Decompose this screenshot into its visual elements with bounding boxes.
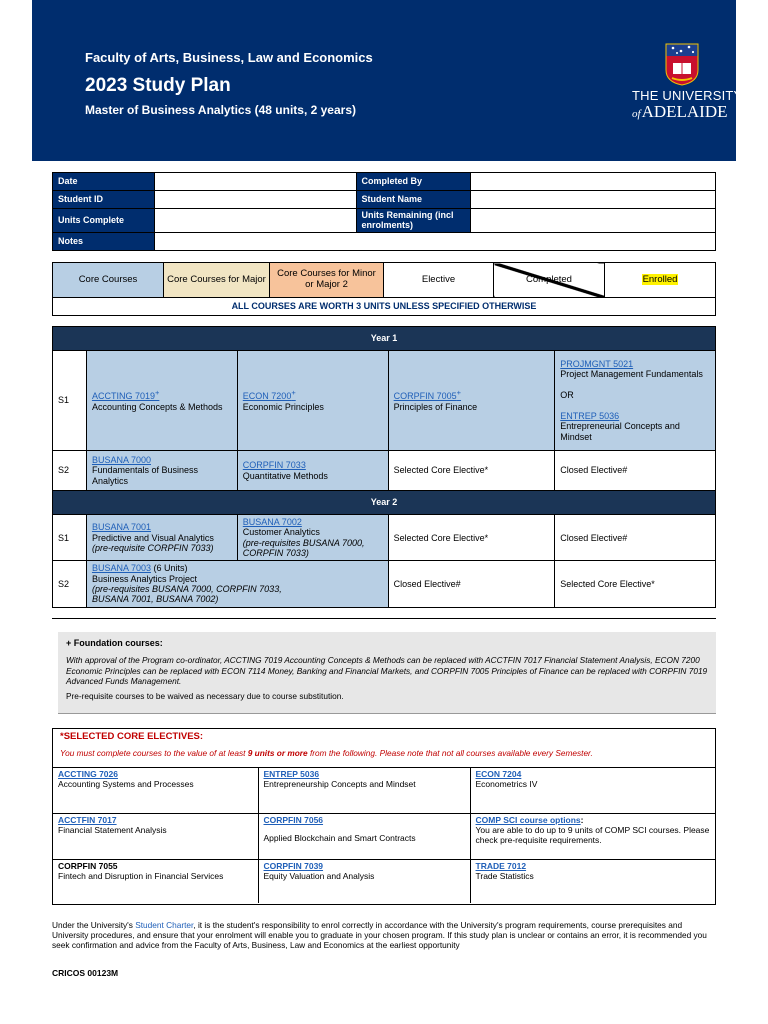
course-prerequisite: (pre-requisites BUSANA 7000, CORPFIN 7033) [242,537,365,559]
course-name: Equity Valuation and Analysis [263,870,375,881]
course-link-entrep-5036[interactable]: ENTREP 5036 [560,410,620,421]
course-cell [388,351,555,451]
student-id-field[interactable] [154,191,356,209]
course-link-projmgnt-5021[interactable]: PROJMGNT 5021 [560,359,634,370]
course-name: Applied Blockchain and Smart Contracts [263,832,416,843]
foundation-title: + Foundation courses: [66,638,163,648]
core-electives-box [52,728,716,905]
semester-label: S1 [53,515,87,561]
course-cell [237,351,388,451]
course-code: CORPFIN 7055 [58,861,118,871]
course-name: Fintech and Disruption in Financial Services [58,870,224,881]
course-link-econ-7204[interactable]: ECON 7204 [475,769,522,779]
course-name: Project Management Fundamentals [560,369,703,380]
legend-major: Core Courses for Major [164,263,270,298]
date-label: Date [53,173,155,191]
elective-cell: Selected Core Elective* [388,451,555,491]
course-link-accting-7026[interactable]: ACCTING 7026 [58,769,118,779]
completed-by-field[interactable] [471,173,716,191]
course-name: Trade Statistics [475,870,534,881]
comp-sci-options-link[interactable]: COMP SCI course options [475,815,581,825]
elective-cell: Closed Elective# [555,451,716,491]
semester-label: S1 [53,351,87,451]
elective-option: COMP SCI course options: You are able to do up to 9 units of COMP SCI courses. Please check pre-requisite requirements. [470,814,715,860]
crest-icon [664,42,700,86]
elective-cell: Closed Elective# [555,515,716,561]
or-text: OR [560,390,574,401]
elective-option [258,860,470,903]
foundation-note: Pre-requisite courses to be waived as necessary due to course substitution. [66,691,344,702]
notes-field[interactable] [154,232,715,250]
course-prerequisite: (pre-requisites BUSANA 7000, CORPFIN 7033, BUSANA 7001, BUSANA 7002) [91,584,282,605]
student-charter-link[interactable]: Student Charter [135,920,194,930]
course-name: Financial Statement Analysis [58,824,167,835]
course-cell [86,515,237,561]
course-link-busana-7001[interactable]: BUSANA 7001 [91,522,151,533]
elective-option [258,814,470,860]
units-note: ALL COURSES ARE WORTH 3 UNITS UNLESS SPECIFIED OTHERWISE [53,298,716,316]
elective-option [53,768,258,814]
elective-option [53,860,258,903]
course-prerequisite: (pre-requisite CORPFIN 7033) [91,542,214,553]
elective-option [53,814,258,860]
course-units: (6 Units) [151,563,188,574]
page-header [32,0,743,161]
legend-table [52,262,716,316]
course-link-busana-7003[interactable]: BUSANA 7003 [91,563,151,574]
units-remaining-field[interactable] [471,209,716,233]
elective-cell: Closed Elective# [388,561,555,607]
course-cell [237,451,388,491]
legend-minor: Core Courses for Minor or Major 2 [270,263,384,298]
course-link-busana-7000[interactable]: BUSANA 7000 [91,454,151,465]
student-id-label: Student ID [53,191,155,209]
table-row [53,768,715,814]
legend-enrolled [605,263,716,298]
course-name: You are able to do up to 9 units of COMP SCI courses. Please check pre-requisite requirements. [475,824,710,845]
course-name: Quantitative Methods [242,470,328,481]
course-name: Business Analytics Project [91,573,197,584]
course-name: Customer Analytics [242,527,320,538]
course-link-corpfin-7039[interactable]: CORPFIN 7039 [263,861,324,871]
year-1-heading: Year 1 [53,327,716,351]
legend-completed: Completed [494,263,605,298]
date-field[interactable] [154,173,356,191]
course-name: Economic Principles [242,401,324,412]
notes-label: Notes [53,232,155,250]
electives-title: *SELECTED CORE ELECTIVES: [60,731,204,742]
course-cell [237,515,388,561]
course-name: Predictive and Visual Analytics [91,532,214,543]
course-cell [86,561,388,607]
logo-text-line2: ofADELAIDE [632,102,728,121]
course-name: Accounting Systems and Processes [58,778,194,789]
course-link-econ-7200[interactable]: ECON 7200+ [242,388,296,402]
legend-elective: Elective [384,263,494,298]
foundation-body: With approval of the Program co-ordinator, ACCTING 7019 Accounting Concepts & Methods can be replaced with ACCTFIN 7017 Financial Statement Analysis, ECON 7200 Economic Principles can be replaced with ECON 7114 Money, Banking and Financial Markets, and CORPFIN 7005 Principles of Finance can be replaced with CORPFIN 7019 Advanced Funds Management. [66,655,708,686]
divider [52,618,716,619]
elective-option [258,768,470,814]
course-link-corpfin-7056[interactable]: CORPFIN 7056 [263,815,324,825]
faculty-name: Faculty of Arts, Business, Law and Economics [85,50,373,65]
course-link-entrep-5036[interactable]: ENTREP 5036 [263,769,320,779]
course-link-accting-7019[interactable]: ACCTING 7019+ [91,388,160,402]
page-title: 2023 Study Plan [85,75,231,96]
elective-option [470,860,715,903]
completed-by-label: Completed By [356,173,471,191]
course-link-corpfin-7005[interactable]: CORPFIN 7005+ [393,388,462,402]
elective-cell: Selected Core Elective* [555,561,716,607]
course-link-trade-7012[interactable]: TRADE 7012 [475,861,527,871]
course-name: Principles of Finance [393,401,478,412]
course-name: Entrepreneurial Concepts and Mindset [560,421,680,442]
course-link-acctfin-7017[interactable]: ACCTFIN 7017 [58,815,117,825]
course-link-busana-7002[interactable]: BUSANA 7002 [242,517,302,527]
logo-text-line1: THE UNIVERSITY [632,88,743,103]
course-name: Accounting Concepts & Methods [91,401,223,412]
elective-option [470,768,715,814]
table-row [53,814,715,860]
elective-cell: Selected Core Elective* [388,515,555,561]
legend-enrolled-label: Enrolled [642,273,678,285]
course-cell [86,351,237,451]
student-name-label: Student Name [356,191,471,209]
foundation-courses-note [58,632,716,714]
units-complete-field[interactable] [154,209,356,233]
course-cell [555,351,716,451]
university-logo [632,40,743,124]
disclaimer: Under the University's Student Charter, it is the student's responsibility to enrol correctly in accordance with the University's program requirements, course prerequisites and University procedures, and ensure that your enrolment will enable you to graduate in your chosen program. If this study plan is unclear or contains an error, it is recommended you seek confirmation and advice from the Faculty of Arts, Business, Law and Economics at the earliest opportunity [52,920,707,951]
semester-label: S2 [53,561,87,607]
course-name: Entrepreneurship Concepts and Mindset [263,778,416,789]
semester-label: S2 [53,451,87,491]
course-name: Fundamentals of Business Analytics [91,465,199,486]
course-link-corpfin-7033[interactable]: CORPFIN 7033 [242,460,306,471]
student-name-field[interactable] [471,191,716,209]
course-cell [86,451,237,491]
course-name: Econometrics IV [475,778,538,789]
units-complete-label: Units Complete [53,209,155,233]
program-name: Master of Business Analytics (48 units, 2 years) [85,103,356,117]
units-remaining-label: Units Remaining (incl enrolments) [356,209,471,233]
year-2-heading: Year 2 [53,491,716,515]
electives-note: You must complete courses to the value of at least 9 units or more from the following. Please note that not all courses available every Semester. [60,748,593,758]
student-info-table [52,172,716,251]
study-plan-table [52,326,716,608]
legend-core: Core Courses [53,263,164,298]
table-row [53,860,715,903]
cricos-code: CRICOS 00123M [52,968,119,978]
electives-table [53,767,715,903]
